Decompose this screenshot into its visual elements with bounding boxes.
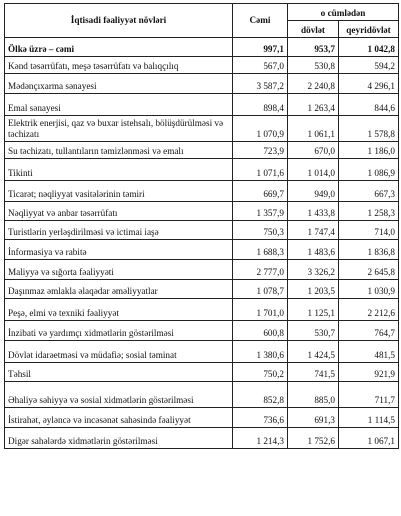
table-row bbox=[5, 74, 399, 94]
table-row bbox=[5, 408, 399, 428]
non-state-value: 4 296,1 bbox=[339, 74, 399, 94]
state-value: 1 747,4 bbox=[288, 221, 339, 240]
non-state-value: 667,3 bbox=[339, 181, 399, 202]
total-value: 567,0 bbox=[233, 57, 288, 74]
total-value: 723,9 bbox=[233, 142, 288, 159]
state-value: 1 125,1 bbox=[288, 299, 339, 321]
header-state: dövlət bbox=[288, 21, 339, 38]
table-row bbox=[5, 57, 399, 74]
table-body bbox=[5, 38, 399, 449]
activity-name: Dövlət idarəetməsi və müdafiə; sosial təminat bbox=[5, 341, 233, 363]
header-non-state: qeyridövlət bbox=[339, 21, 399, 38]
state-value: 530,7 bbox=[288, 321, 339, 341]
non-state-value: 594,2 bbox=[339, 57, 399, 74]
activity-name: Elektrik enerjisi, qaz və buxar istehsalı, bölüşdürülməsi və təchizatı bbox=[5, 116, 233, 142]
total-value: 1 078,7 bbox=[233, 280, 288, 299]
table-row bbox=[5, 38, 399, 57]
state-value: 2 240,8 bbox=[288, 74, 339, 94]
table-row bbox=[5, 181, 399, 202]
total-value: 1 071,6 bbox=[233, 159, 288, 181]
total-value: 1 214,3 bbox=[233, 428, 288, 449]
non-state-value: 764,7 bbox=[339, 321, 399, 341]
activity-name: Peşə, elmi və texniki fəaliyyət bbox=[5, 299, 233, 321]
header-activity-types: İqtisadi fəaliyyət növləri bbox=[5, 4, 233, 38]
non-state-value: 711,7 bbox=[339, 382, 399, 408]
total-value: 600,8 bbox=[233, 321, 288, 341]
activity-name: Digər sahələrdə xidmətlərin göstərilməsi bbox=[5, 428, 233, 449]
activity-name: Nəqliyyat və anbar təsərrüfatı bbox=[5, 202, 233, 221]
non-state-value: 1 042,8 bbox=[339, 38, 399, 57]
table-row bbox=[5, 260, 399, 280]
activity-name: Təhsil bbox=[5, 363, 233, 382]
table-row bbox=[5, 321, 399, 341]
non-state-value: 481,5 bbox=[339, 341, 399, 363]
non-state-value: 1 578,8 bbox=[339, 116, 399, 142]
table-row bbox=[5, 142, 399, 159]
activity-name: Ölkə üzrə – cəmi bbox=[5, 38, 233, 57]
state-value: 1 014,0 bbox=[288, 159, 339, 181]
state-value: 1 483,6 bbox=[288, 240, 339, 260]
activity-name: İnformasiya və rabitə bbox=[5, 240, 233, 260]
state-value: 741,5 bbox=[288, 363, 339, 382]
table-row bbox=[5, 240, 399, 260]
table-row bbox=[5, 428, 399, 449]
table-row bbox=[5, 202, 399, 221]
total-value: 3 587,2 bbox=[233, 74, 288, 94]
activity-name: Turistlərin yerləşdirilməsi və ictimai iaşə bbox=[5, 221, 233, 240]
non-state-value: 2 212,6 bbox=[339, 299, 399, 321]
total-value: 997,1 bbox=[233, 38, 288, 57]
total-value: 750,2 bbox=[233, 363, 288, 382]
total-value: 736,6 bbox=[233, 408, 288, 428]
activity-name: İstirahət, əyləncə və incəsənət sahəsində fəaliyyət bbox=[5, 408, 233, 428]
total-value: 1 688,3 bbox=[233, 240, 288, 260]
header-total: Cəmi bbox=[233, 4, 288, 38]
non-state-value: 1 086,9 bbox=[339, 159, 399, 181]
wage-by-activity-table bbox=[4, 3, 399, 449]
non-state-value: 1 030,9 bbox=[339, 280, 399, 299]
total-value: 2 777,0 bbox=[233, 260, 288, 280]
activity-name: Mədənçıxarma sənayesi bbox=[5, 74, 233, 94]
total-value: 898,4 bbox=[233, 94, 288, 116]
activity-name: Emal sənayesi bbox=[5, 94, 233, 116]
total-value: 1 357,9 bbox=[233, 202, 288, 221]
table-row bbox=[5, 159, 399, 181]
non-state-value: 2 645,8 bbox=[339, 260, 399, 280]
activity-name: Tikinti bbox=[5, 159, 233, 181]
table-row bbox=[5, 382, 399, 408]
table-row bbox=[5, 94, 399, 116]
state-value: 949,0 bbox=[288, 181, 339, 202]
activity-name: Su təchizatı, tullantıların təmizlənməsi və emalı bbox=[5, 142, 233, 159]
header-including: o cümlədən bbox=[288, 4, 399, 21]
activity-name: Əhaliyə səhiyyə və sosial xidmətlərin göstərilməsi bbox=[5, 382, 233, 408]
non-state-value: 1 114,5 bbox=[339, 408, 399, 428]
table-header bbox=[5, 4, 399, 38]
table-row bbox=[5, 280, 399, 299]
total-value: 669,7 bbox=[233, 181, 288, 202]
table-row bbox=[5, 363, 399, 382]
total-value: 1 070,9 bbox=[233, 116, 288, 142]
non-state-value: 1 186,0 bbox=[339, 142, 399, 159]
table-row bbox=[5, 341, 399, 363]
state-value: 3 326,2 bbox=[288, 260, 339, 280]
state-value: 1 424,5 bbox=[288, 341, 339, 363]
statistics-table-container bbox=[4, 3, 399, 449]
state-value: 691,3 bbox=[288, 408, 339, 428]
total-value: 1 701,0 bbox=[233, 299, 288, 321]
state-value: 953,7 bbox=[288, 38, 339, 57]
activity-name: Ticarət; nəqliyyat vasitələrinin təmiri bbox=[5, 181, 233, 202]
table-row bbox=[5, 221, 399, 240]
total-value: 1 380,6 bbox=[233, 341, 288, 363]
state-value: 1 061,1 bbox=[288, 116, 339, 142]
state-value: 530,8 bbox=[288, 57, 339, 74]
activity-name: Maliyyə və sığorta fəaliyyəti bbox=[5, 260, 233, 280]
activity-name: İnzibati və yardımçı xidmətlərin göstərilməsi bbox=[5, 321, 233, 341]
state-value: 1 263,4 bbox=[288, 94, 339, 116]
state-value: 885,0 bbox=[288, 382, 339, 408]
non-state-value: 1 836,8 bbox=[339, 240, 399, 260]
state-value: 670,0 bbox=[288, 142, 339, 159]
total-value: 852,8 bbox=[233, 382, 288, 408]
total-value: 750,3 bbox=[233, 221, 288, 240]
activity-name: Kənd təsərrüfatı, meşə təsərrüfatı və balıqçılıq bbox=[5, 57, 233, 74]
table-row bbox=[5, 299, 399, 321]
state-value: 1 752,6 bbox=[288, 428, 339, 449]
non-state-value: 844,6 bbox=[339, 94, 399, 116]
non-state-value: 714,0 bbox=[339, 221, 399, 240]
non-state-value: 1 067,1 bbox=[339, 428, 399, 449]
table-row bbox=[5, 116, 399, 142]
state-value: 1 433,8 bbox=[288, 202, 339, 221]
non-state-value: 921,9 bbox=[339, 363, 399, 382]
non-state-value: 1 258,3 bbox=[339, 202, 399, 221]
activity-name: Daşınmaz əmlakla əlaqədar əməliyyatlar bbox=[5, 280, 233, 299]
state-value: 1 203,5 bbox=[288, 280, 339, 299]
